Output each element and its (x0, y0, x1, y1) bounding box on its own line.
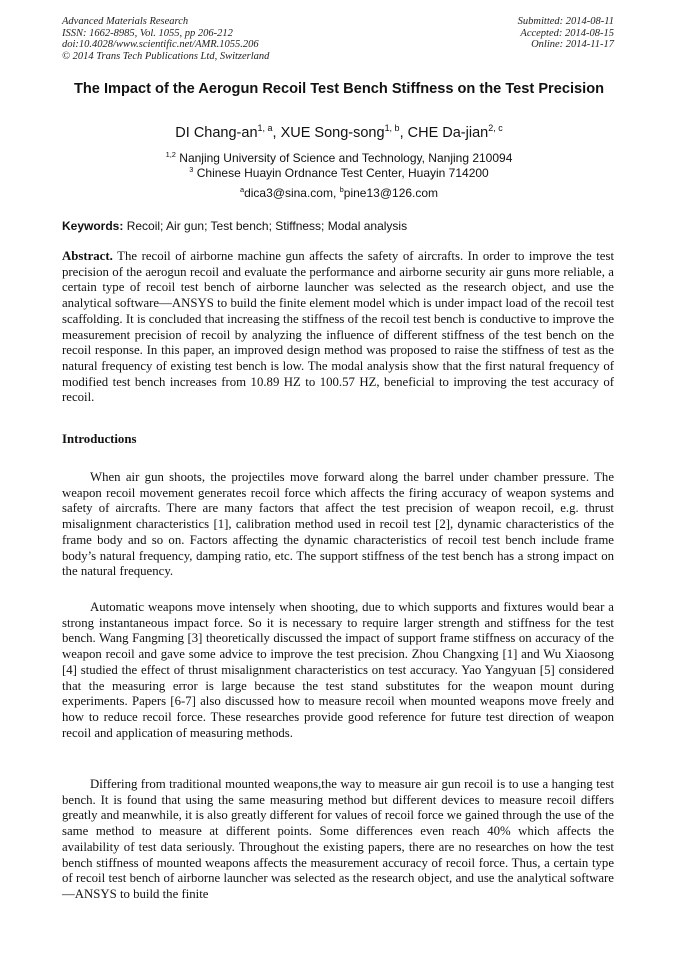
email-link[interactable]: pine13@126.com (343, 186, 439, 200)
dates-info (518, 16, 614, 51)
author-name: CHE Da-jian (407, 125, 489, 141)
email-marker: a (239, 185, 245, 194)
author-affiliation-marker: 1, a (257, 123, 273, 134)
abstract-text: The recoil of airborne machine gun affects the safety of aircrafts. In order to improve the test precision of the aerogun recoil and evaluate the performance and airborne security air guns more reliable, a certain type of recoil test bench of airborne launcher was selected as the research object, and use the analytical software—ANSYS to build the finite element model which is under impact load of the recoil test scaffolding. It is concluded that increasing the stiffness of the recoil test bench is conductive to improve the measurement precision of recoil by analyzing the influence of different stiffness of the test bench on the recoil response. In this paper, an improved design method was proposed to raise the stiffness of test as the natural frequency of existing test bench is low. The modal analysis show that the first natural frequency of modified test bench increases from 10.89 HZ to 100.57 HZ, beneficial to improving the test accuracy of recoil. (62, 249, 615, 405)
author-name: XUE Song-song (280, 125, 385, 141)
email-separator: , (332, 186, 340, 200)
keywords-label: Keywords: (62, 219, 124, 233)
affiliation-line (0, 151, 678, 166)
body-paragraph: When air gun shoots, the projectiles move forward along the barrel under chamber pressure. The weapon recoil movement generates recoil force which affects the firing accuracy of weapon systems and safety of aircrafts. There are many factors that affect the test precision of weapon recoil, e.g. thrust misalignment characteristics [1], calibration method used in recoil test [2], dynamic characteristics of the frame body and so on. Factors affecting the dynamic characteristics of recoil test bench include frame body’s natural frequency, damping ratio, etc. The support stiffness of the test bench has a strong impact on the natural frequency. (62, 470, 614, 579)
online-date: Online: 2014-11-17 (531, 39, 614, 51)
author-separator: , (272, 125, 281, 141)
abstract-label: Abstract. (62, 249, 113, 263)
email-link[interactable]: dica3@sina.com (244, 186, 333, 200)
author-affiliation-marker: 2, c (488, 123, 503, 134)
keywords (62, 219, 616, 234)
author-list (0, 124, 678, 143)
affiliation-text: Chinese Huayin Ordnance Test Center, Huayin 714200 (196, 165, 489, 180)
abstract (62, 249, 614, 406)
journal-name: Advanced Materials Research (62, 16, 189, 27)
accepted-date: Accepted: 2014-08-15 (520, 27, 614, 39)
copyright-line: © 2014 Trans Tech Publications Ltd, Switzerland (62, 50, 270, 62)
keywords-text: Recoil; Air gun; Test bench; Stiffness; Modal analysis (126, 219, 408, 233)
journal-info (62, 16, 269, 62)
email-marker: b (339, 185, 344, 194)
issn-line: ISSN: 1662-8985, Vol. 1055, pp 206-212 (62, 27, 233, 39)
body-paragraph: Automatic weapons move intensely when shooting, due to which supports and fixtures would bear a strong instantaneous impact force. So it is necessary to require larger strength and stiffness for the test bench. Wang Fangming [3] theoretically discussed the impact of support frame stiffness on accuracy of the weapon recoil and gave some advice to improve the test precision. Zhou Changxing [1] and Wu Xiaosong [4] studied the effect of thrust misalignment characteristics on test accuracy. Yao Yangyuan [5] considered that the measuring error is large because the test stand substitutes for the weapon mount during experiments. Papers [6-7] also discussed how to measure recoil when mounted weapons move freely and how to reduce recoil force. These researches provide good reference for future test direction of weapon recoil and application of measuring methods. (62, 600, 614, 740)
affiliation-line (0, 166, 678, 181)
affiliation-marker: 1,2 (165, 150, 176, 159)
submitted-date: Submitted: 2014-08-11 (517, 16, 614, 27)
body-paragraph: Differing from traditional mounted weapons,the way to measure air gun recoil is to use a hanging test bench. It is found that using the same measuring method but different devices to measure recoil differs greatly and meanwhile, it is also greatly different for values of recoil force we gained through the use of the same method to measure at different points. Some differences even reach 40% which affects the availability of test data seriously. Throughout the existing papers, there are no researches on how the test bench stiffness of mounted weapons affects the measurement accuracy of recoil force. Thus, a certain type of recoil test bench of airborne launcher was selected as the research object, and use the analytical software—ANSYS to build the finite (62, 777, 614, 901)
doi-line: doi:10.4028/www.scientific.net/AMR.1055.206 (62, 39, 259, 51)
affiliation-text: Nanjing University of Science and Technology, Nanjing 210094 (179, 151, 513, 165)
affiliations (0, 151, 678, 180)
author-affiliation-marker: 1, b (384, 123, 400, 134)
section-heading-introductions: Introductions (62, 432, 137, 446)
affiliation-marker: 3 (189, 164, 194, 174)
author-name: DI Chang-an (175, 125, 258, 141)
email-list (0, 186, 678, 200)
author-separator: , (399, 125, 408, 141)
paper-title: The Impact of the Aerogun Recoil Test Bench Stiffness on the Test Precision (73, 81, 605, 97)
